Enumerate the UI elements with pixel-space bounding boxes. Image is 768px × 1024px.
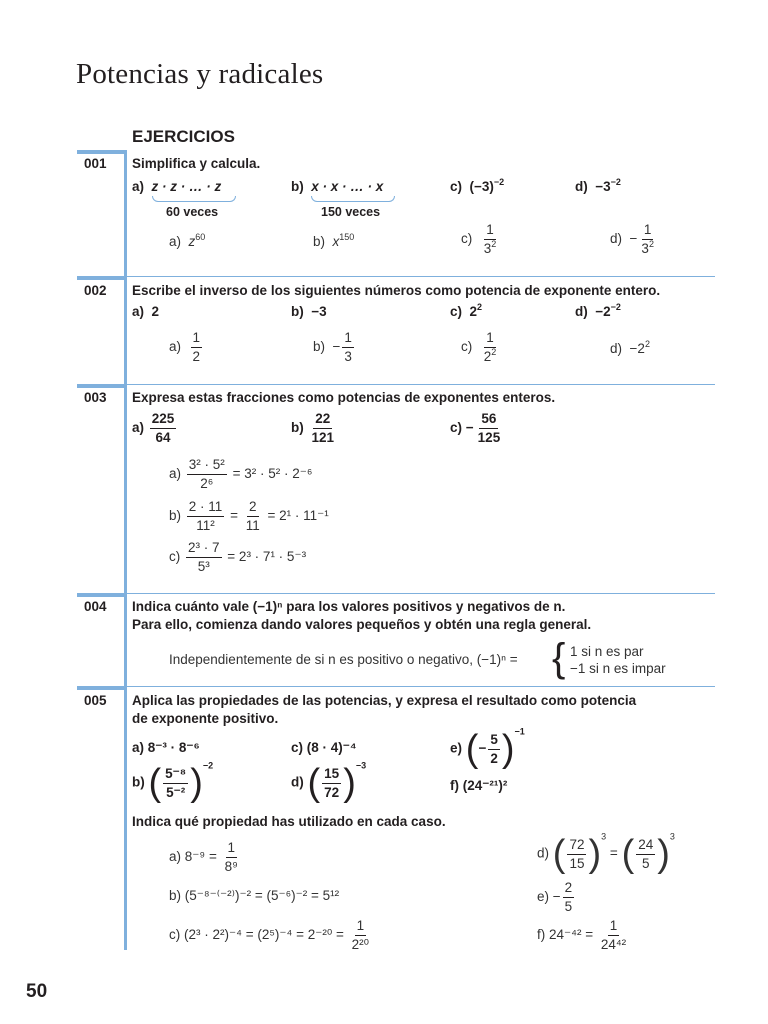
answer-e: e) − $\frac{2}{5}$ [537,880,573,914]
answer-f: f) 24⁻⁴² = $\frac{1}{\text{24⁴²}}$ [537,918,627,952]
exercise-number: 001 [84,156,107,171]
answer-c: c) (2³ · 2²)⁻⁴ = (2⁵)⁻⁴ = 2⁻²⁰ = $\frac{1}{\text{2²⁰}}$ [169,918,370,952]
divider-005 [77,686,127,690]
item-b: b) ( $\frac{\text{5⁻⁸}}{\text{5⁻²}}$ )$^{-2}$ [132,760,214,804]
rule-003 [127,384,715,385]
exercise-number: 004 [84,599,107,614]
answer-d: d) − $\frac{1}{3^2}$ [610,222,654,256]
divider-004 [77,593,127,597]
rule-002 [127,276,715,277]
answer-c: c) $\frac{1}{2^2}$ [461,330,497,364]
margin-rule [124,150,127,950]
item-a: a) $\frac{225}{64}$ [132,411,175,445]
item-d: $d) -2^{-2}$ [575,302,621,319]
answer-b: b) $x^{150}$ [313,232,355,249]
item-b-note: 150 veces [321,205,381,219]
case-odd: −1 si n es impar [570,661,666,676]
item-c: c) (8 · 4)⁻⁴ [291,740,357,755]
item-c: c) $2^2$ [450,302,483,319]
item-e: e) (− $\frac{5}{2}$ )$^{-1}$ [450,726,525,770]
answer-a: a) $\frac{1}{2}$ [169,330,201,364]
answer-a: a) $\frac{\text{3² · 5²}}{\text{2⁶}}$ = 3² · 5² · 2⁻⁶ [169,457,313,491]
underbrace-icon [311,196,395,202]
curly-brace-icon: { [552,636,566,680]
rule-004 [127,593,715,594]
item-d: d) ( $\frac{15}{72}$ )$^{-3}$ [291,760,367,804]
answer-d: d) ( $\frac{72}{15}$ )$^3$ = ( $\frac{24}{5}$ )$^3$ [537,831,675,875]
exercise-statement-line1: Indica cuánto vale (−1)ⁿ para los valores positivos y negativos de n. [132,599,566,614]
exercise-number: 003 [84,390,107,405]
underbrace-icon [152,196,236,202]
divider-003 [77,384,127,388]
answer-a: a) $z^{60}$ [169,232,206,249]
section-heading: EJERCICIOS [132,127,235,146]
item-a-note: 60 veces [166,205,219,219]
exercise-number: 005 [84,693,107,708]
item-a: a) 8⁻³ · 8⁻⁶ [132,740,200,755]
exercise-statement: Simplifica y calcula. [132,156,261,171]
rule-005 [127,686,715,687]
answer-d: $d) -2^2$ [610,339,650,356]
exercise-statement: Expresa estas fracciones como potencias de exponentes enteros. [132,390,556,405]
item-a: a) z · z · … · z [132,179,222,194]
item-d: $d) -3^{-2}$ [575,177,621,194]
divider-002 [77,276,127,280]
item-c: c) − $\frac{56}{125}$ [450,411,501,445]
item-f: f) (24⁻²¹)² [450,778,508,793]
page-title: Potencias y radicales [76,58,324,90]
exercise-statement-line2: de exponente positivo. [132,711,279,726]
answer-b: b) − $\frac{1}{3}$ [313,330,352,364]
divider-001 [77,150,127,154]
exercise-statement-line2: Para ello, comienza dando valores pequeños y obtén una regla general. [132,617,592,632]
item-a: a) 2 [132,304,160,319]
exercise-statement: Escribe el inverso de los siguientes números como potencia de exponente entero. [132,283,661,298]
answer-a: a) 8⁻⁹ = $\frac{1}{\text{8⁹}}$ [169,840,238,874]
case-even: 1 si n es par [570,644,644,659]
exercise-number: 002 [84,283,107,298]
answer-c: c) $\frac{\text{2³ · 7}}{\text{5³}}$ = 2³ · 7¹ · 5⁻³ [169,540,307,574]
question: Indica qué propiedad has utilizado en cada caso. [132,814,446,829]
answer-b: b) $\frac{2 \cdot 11}{\text{11²}}$ = $\frac{2}{11}$ = 2¹ · 11⁻¹ [169,499,329,533]
item-b: b) x · x · … · x [291,179,384,194]
exercise-statement-line1: Aplica las propiedades de las potencias, y expresa el resultado como potencia [132,693,637,708]
page-number: 50 [26,981,48,1002]
answer-c: c) $\frac{1}{3^2}$ [461,222,497,256]
item-b: b) $\frac{22}{121}$ [291,411,335,445]
item-b: b) −3 [291,304,327,319]
item-c: c) $(-3)^{-2}$ [450,177,505,194]
answer-b: b) (5⁻⁸⁻⁽⁻²⁾)⁻² = (5⁻⁶)⁻² = 5¹² [169,888,340,903]
answer-text: Independientemente de si n es positivo o negativo, (−1)ⁿ = [169,652,518,667]
